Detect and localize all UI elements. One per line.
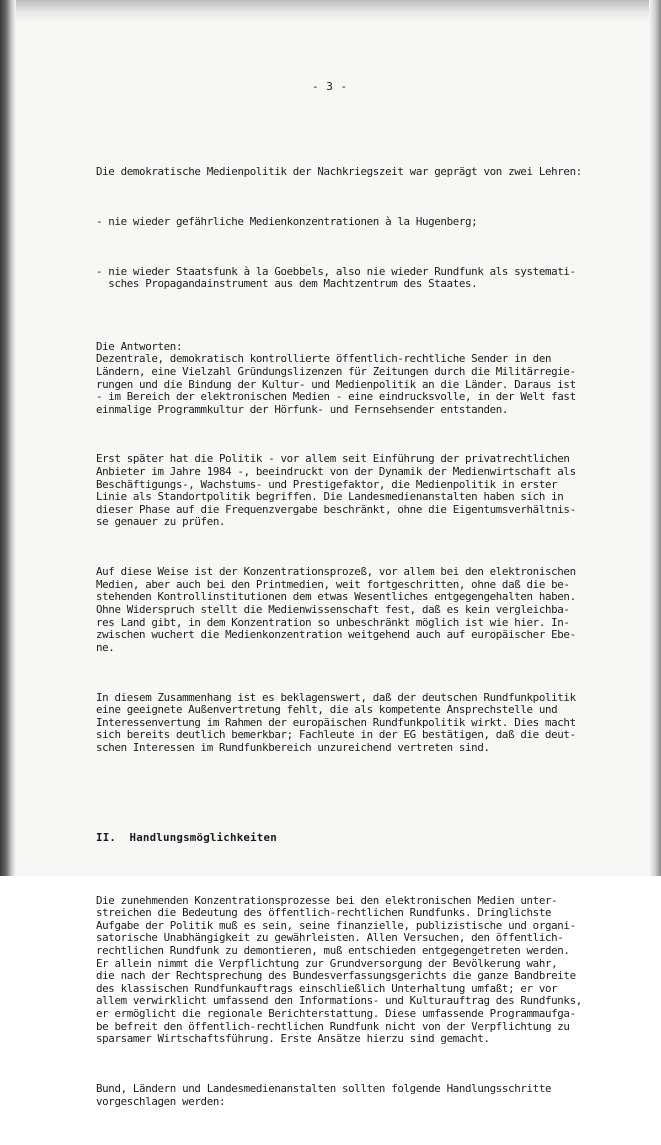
paragraph-aussenvertretung: In diesem Zusammenhang ist es beklagenswert, daß der deutschen Rundfunkpolitik eine geeignete Außenvertretung fehlt, die als kompetente Ansprechstelle und Interessenvertung im Rahmen der europäischen Rundfunkpolitik wirkt. Dies macht sich bereits deutlich bemerkbar; Fachleute in der EG bestätigen, daß die deut- schen Interessen im Rundfunkbereich unzureichend vertreten sind. [96,690,576,754]
scan-edge-right [649,0,661,876]
bullet-item: - nie wieder Staatsfunk à la Goebbels, also nie wieder Rundfunk als systemati- sches Propagandainstrument aus dem Machtzentrum des Staates. [96,264,576,291]
section-heading: II. Handlungsmöglichkeiten [96,831,277,845]
page-number: - 3 - [312,80,348,93]
paragraph-handlung: Die zunehmenden Konzentrationsprozesse bei den elektronischen Medien unter- streichen die Bedeutung des öffentlich-rechtlichen Rundfunks. Dringlichste Aufgabe der Politik muß es sein, seine finanzielle, publizistische und organi- satorische Unabhängigkeit zu gewährleisten. Allen Versuchen, den öffentlich- rechtlichen Rundfunk zu demontieren, muß entschieden entgegengetreten werden. Er allein nimmt die Verpflichtung zur Grundversorgung der Bevölkerung wahr, die nach der Rechtsprechung des Bundesverfassungsgerichts die ganze Bandbreite des klassischen Rundfunkauftrags einschließlich Unterhaltung umfaßt; er vor allem verwirklicht umfassend den Informations- und Kulturauftrag des Rundfunks, er ermöglicht die regionale Berichterstattung. Diese umfassende Programmaufga- be befreit den öffentlich-rechtlichen Rundfunk nicht von der Verpflichtung zu sparsamer Wirtschaftsführung. Erste Ansätze hierzu sind gemacht. [96,893,582,1046]
paragraph-antworten: Die Antworten: Dezentrale, demokratisch kontrollierte öffentlich-rechtliche Sender in den Ländern, eine Vielzahl Gründungslizenzen für Zeitungen durch die Militärregie- rungen und die Bindung der Kultur- und Medienpolitik an die Länder. Daraus ist - im Bereich der elektronischen Medien - eine eindrucksvolle, in der Welt fast einmalige Programmkultur der Hörfunk- und Fernsehsender entstanden. [96,339,576,416]
paragraph-vorschlaege: Bund, Ländern und Landesmedienanstalten sollten folgende Handlungsschritte vorgeschlagen werden: [96,1082,552,1108]
intro-paragraph: Die demokratische Medienpolitik der Nachkriegszeit war geprägt von zwei Lehren: [96,165,582,179]
paragraph-konzentration: Auf diese Weise ist der Konzentrationsprozeß, vor allem bei den elektronischen Medien, aber auch bei den Printmedien, weit fortgeschritten, ohne daß die be- stehenden Kontrollinstitutionen dem etwas Wesentliches entgegengehalten haben. Ohne Widerspruch stellt die Medienwissenschaft fest, daß es kein vergleichba- res Land gibt, in dem Konzentration so unbeschränkt möglich ist wie hier. In- zwischen wuchert die Medienkonzentration weitgehend auch auf europäischer Ebe- ne. [96,565,576,654]
document-body [96,141,582,1145]
scan-edge-left [0,0,16,876]
scan-edge-top [0,0,661,22]
bullet-item: - nie wieder gefährliche Medienkonzentrationen à la Hugenberg; [96,214,478,228]
paragraph-politik: Erst später hat die Politik - vor allem seit Einführung der privatrechtlichen Anbieter im Jahre 1984 -, beeindruckt von der Dynamik der Medienwirtschaft als Beschäftigungs-, Wachstums- und Prestigefaktor, die Medienpolitik in erster Linie als Standortpolitik begriffen. Die Landesmedienanstalten haben sich in dieser Phase auf die Frequenzvergabe beschränkt, ohne die Eigentumsverhältnis- se genauer zu prüfen. [96,452,576,529]
